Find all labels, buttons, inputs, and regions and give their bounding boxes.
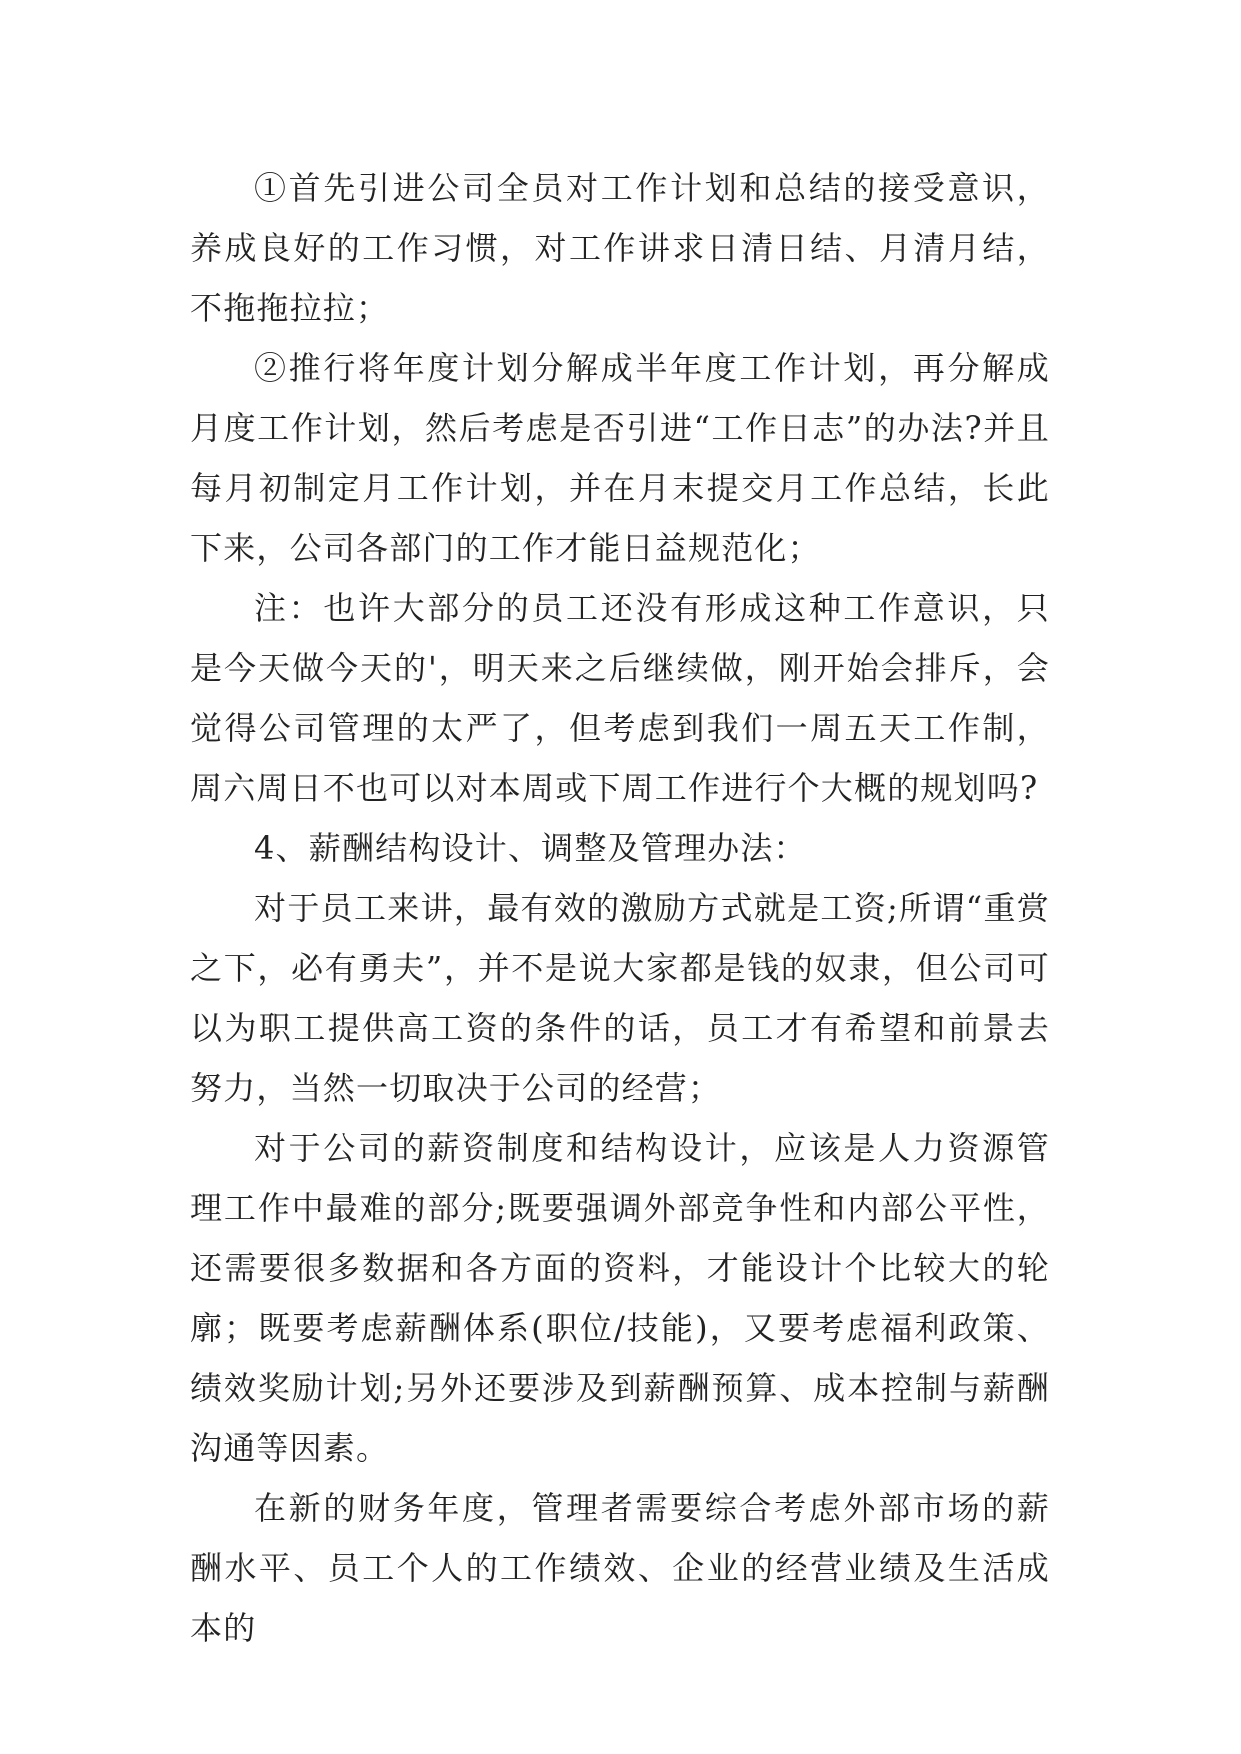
paragraph-incentive: 对于员工来讲，最有效的激励方式就是工资;所谓“重赏之下，必有勇夫”，并不是说大家都是钱的奴隶，但公司可以为职工提供高工资的条件的话，员工才有希望和前景去努力，当然一切取决于公司的经营；: [190, 889, 1050, 1107]
paragraph-new-fiscal-year: 在新的财务年度，管理者需要综合考虑外部市场的薪酬水平、员工个人的工作绩效、企业的经营业绩及生活成本的: [190, 1489, 1050, 1647]
paragraph-salary-design: 对于公司的薪资制度和结构设计，应该是人力资源管理工作中最难的部分;既要强调外部竞争性和内部公平性，还需要很多数据和各方面的资料，才能设计个比较大的轮廓；既要考虑薪酬体系(职位/技能)，又要考虑福利政策、绩效奖励计划;另外还要涉及到薪酬预算、成本控制与薪酬沟通等因素。: [190, 1129, 1050, 1467]
paragraph-annual-plan: ②推行将年度计划分解成半年度工作计划，再分解成月度工作计划，然后考虑是否引进“工作日志”的办法?并且每月初制定月工作计划，并在月末提交月工作总结，长此下来，公司各部门的工作才能日益规范化；: [190, 349, 1050, 567]
paragraph-work-habits: ①首先引进公司全员对工作计划和总结的接受意识，养成良好的工作习惯，对工作讲求日清日结、月清月结，不拖拖拉拉；: [190, 169, 1050, 327]
document-body: [190, 158, 1050, 1658]
paragraph-note: 注：也许大部分的员工还没有形成这种工作意识，只是今天做今天的'，明天来之后继续做，刚开始会排斥，会觉得公司管理的太严了，但考虑到我们一周五天工作制，周六周日不也可以对本周或下周工作进行个大概的规划吗?: [190, 589, 1050, 807]
section-heading-salary: 4、薪酬结构设计、调整及管理办法：: [254, 829, 807, 867]
